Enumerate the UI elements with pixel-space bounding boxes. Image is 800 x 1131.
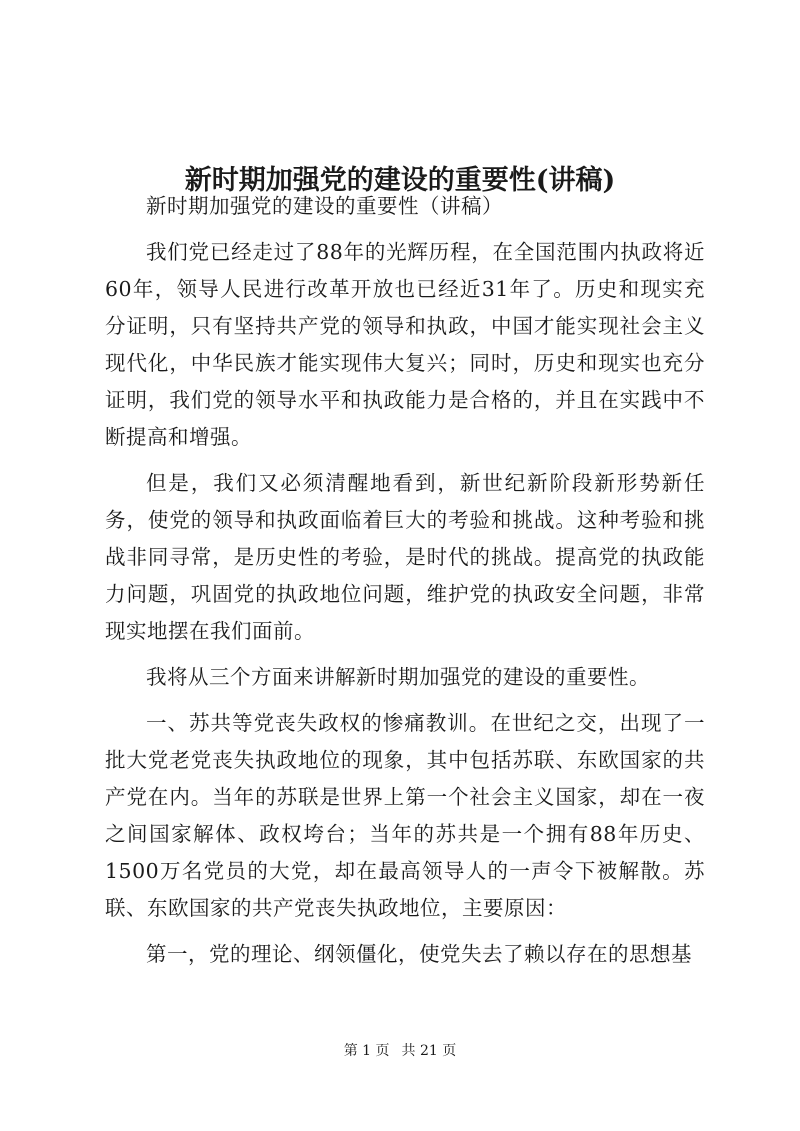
body-paragraph: 第一，党的理论、纲领僵化，使党失去了赖以存在的思想基 — [146, 942, 692, 966]
document-title: 新时期加强党的建设的重要性(讲稿) — [184, 165, 616, 197]
subtitle-paragraph: 新时期加强党的建设的重要性（讲稿） — [146, 194, 503, 218]
body-paragraph: 一、苏共等党丧失政权的惨痛教训。在世纪之交，出现了一批大党老党丧失执政地位的现象，其中包括苏联、东欧国家的共产党在内。当年的苏联是世界上第一个社会主义国家，却在一夜之间国家解体、政权垮台；当年的苏共是一个拥有88年历史、1500万名党员的大党，却在最高领导人的一声令下被解散。苏联、东欧国家的共产党丧失执政地位，主要原因： — [105, 711, 705, 920]
body-paragraph: 但是，我们又必须清醒地看到，新世纪新阶段新形势新任务，使党的领导和执政面临着巨大的考验和挑战。这种考验和挑战非同寻常，是历史性的考验，是时代的挑战。提高党的执政能力问题，巩固党的执政地位问题，维护党的执政安全问题，非常现实地摆在我们面前。 — [105, 471, 705, 643]
body-paragraph: 我将从三个方面来讲解新时期加强党的建设的重要性。 — [146, 665, 650, 689]
page-number: 第 1 页 — [343, 1043, 390, 1059]
page-footer — [0, 1041, 800, 1061]
page-total: 共 21 页 — [401, 1043, 457, 1059]
document-body — [105, 188, 705, 973]
body-paragraph: 我们党已经走过了88年的光辉历程，在全国范围内执政将近60年，领导人民进行改革开放也已经近31年了。历史和现实充分证明，只有坚持共产党的领导和执政，中国才能实现社会主义现代化，中华民族才能实现伟大复兴；同时，历史和现实也充分证明，我们党的领导水平和执政能力是合格的，并且在实践中不断提高和增强。 — [105, 240, 705, 449]
